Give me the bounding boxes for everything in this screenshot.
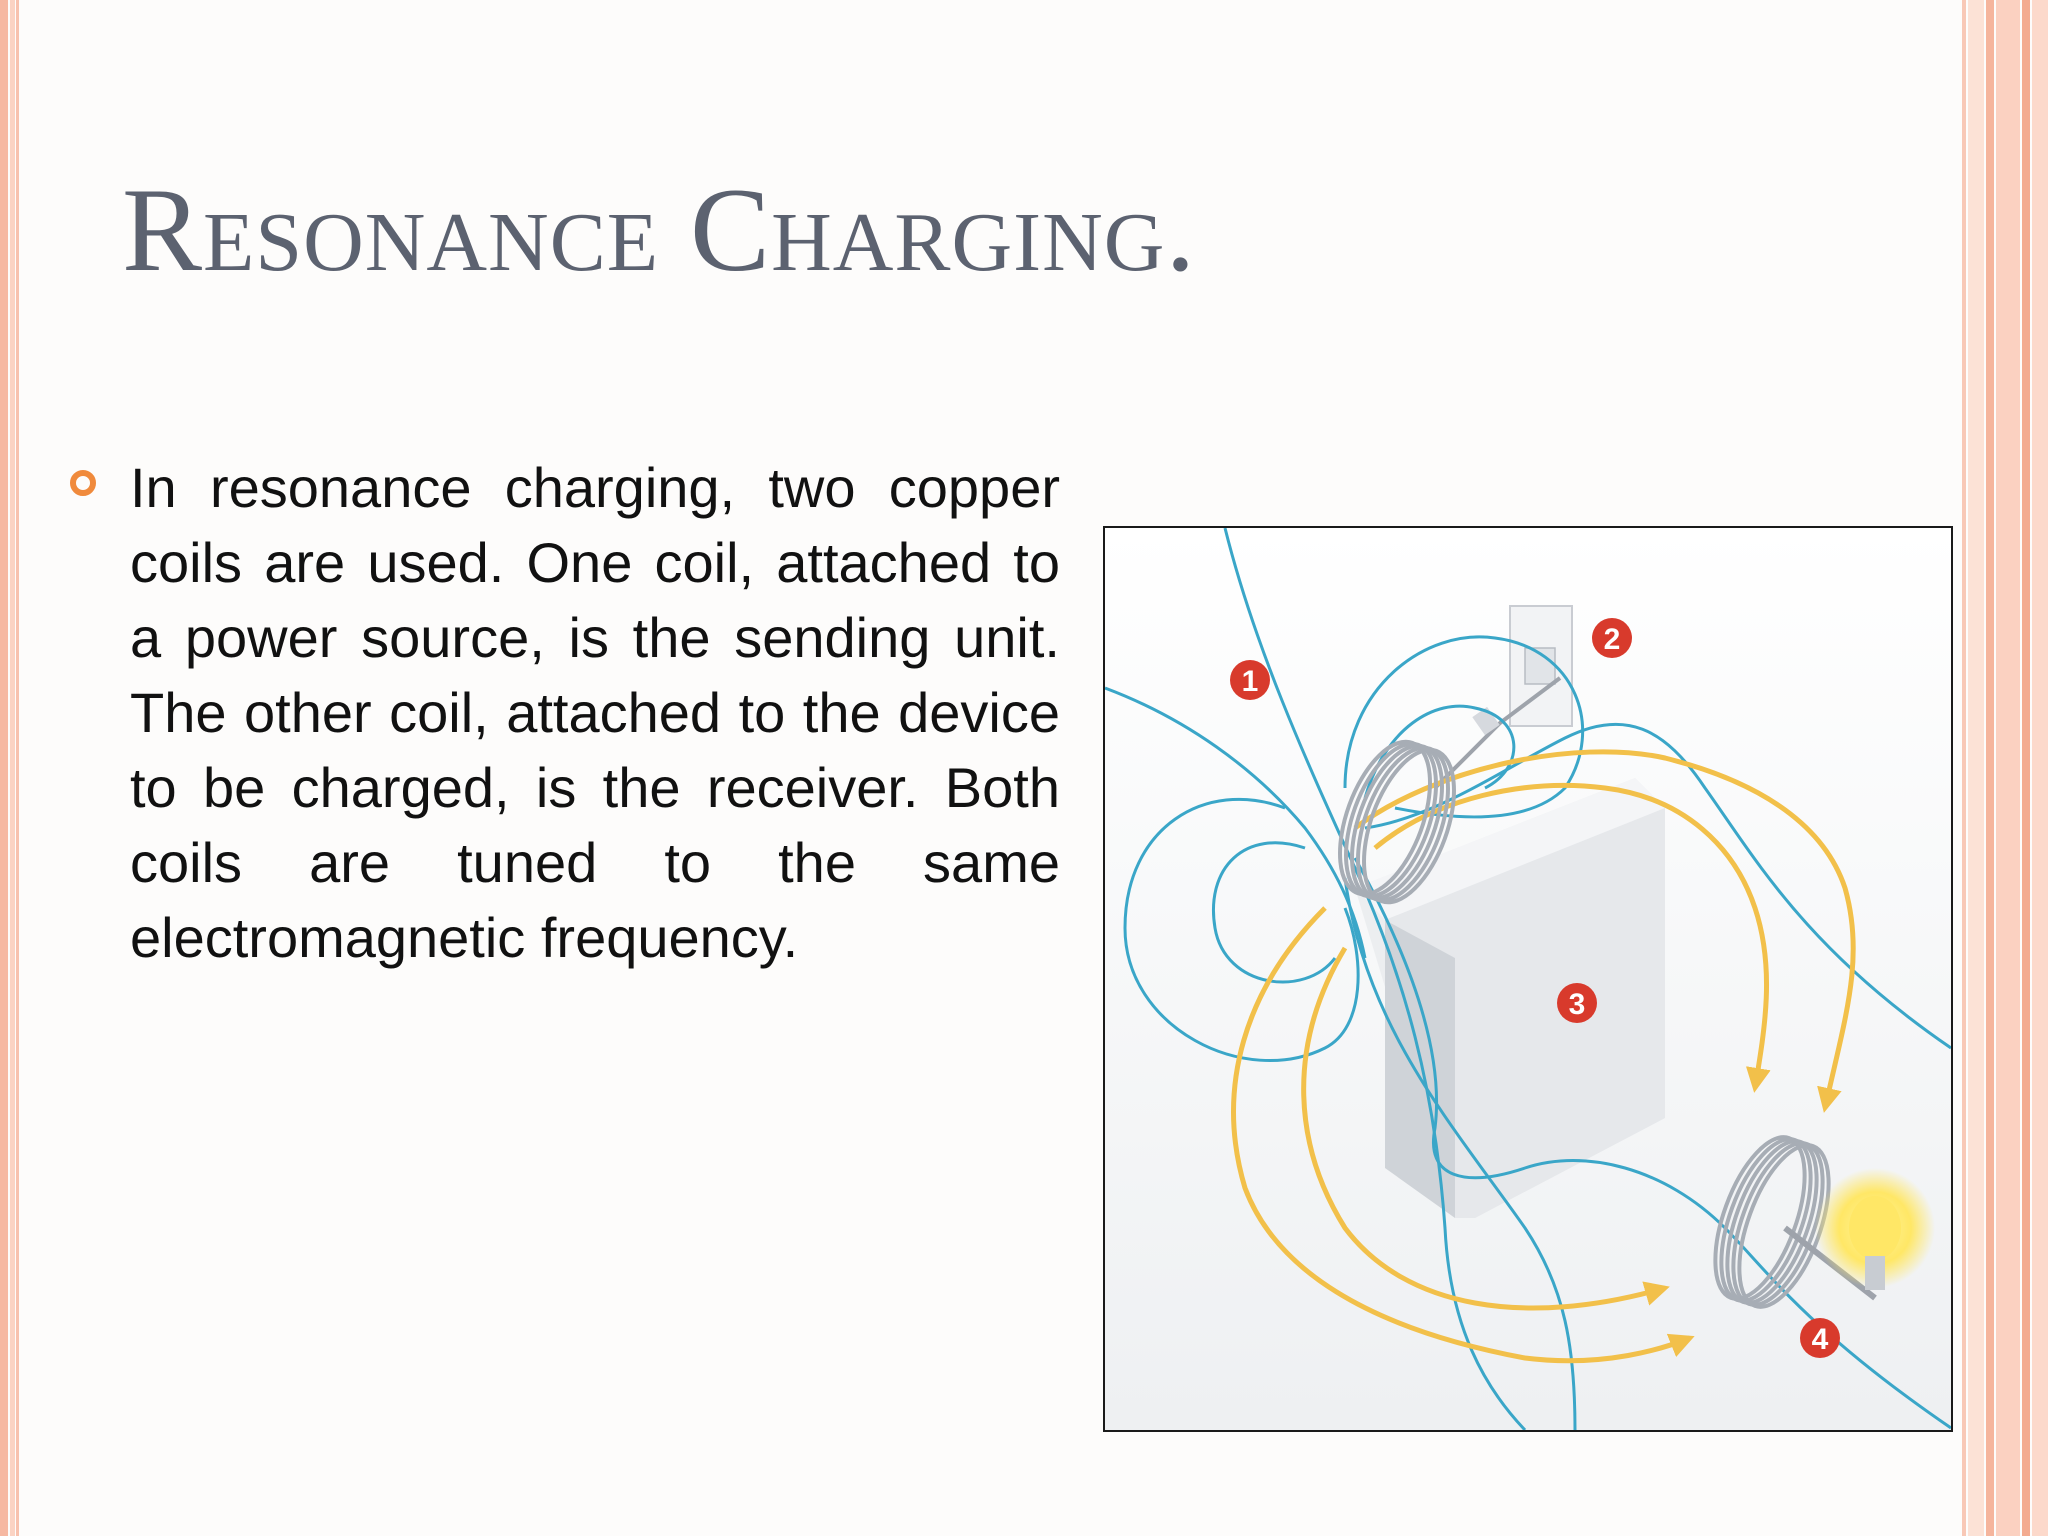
- resonance-diagram-svg: [1105, 528, 1951, 1430]
- svg-text:2: 2: [1603, 623, 1621, 656]
- marker-2: [1592, 618, 1632, 658]
- svg-text:1: 1: [1241, 665, 1259, 698]
- resonance-diagram: [1103, 526, 1953, 1432]
- right-border-stripe: [1986, 0, 1994, 1536]
- marker-4: [1800, 1318, 1840, 1358]
- svg-text:4: 4: [1811, 1323, 1829, 1356]
- marker-3: [1557, 983, 1597, 1023]
- slide-title: Resonance Charging.: [122, 163, 1197, 296]
- left-border-stripe: [0, 0, 8, 1536]
- right-border-stripe: [1968, 0, 1984, 1536]
- left-border-stripe: [10, 0, 15, 1536]
- right-border-stripe: [2032, 0, 2048, 1536]
- right-border-stripe: [1962, 0, 1966, 1536]
- bullet-circle-icon: [70, 470, 96, 496]
- bullet-text: In resonance charging, two copper coils are used. One coil, attached to a power source, is the sending unit. The other coil, attached to the device to be charged, is the receiver. Both coils are tuned to the same electromagnetic frequency.: [130, 456, 1060, 969]
- right-border-stripe: [1996, 0, 2020, 1536]
- left-border-stripe: [16, 0, 19, 1536]
- right-border-stripe: [2022, 0, 2030, 1536]
- marker-1: [1230, 660, 1270, 700]
- svg-text:3: 3: [1568, 988, 1586, 1021]
